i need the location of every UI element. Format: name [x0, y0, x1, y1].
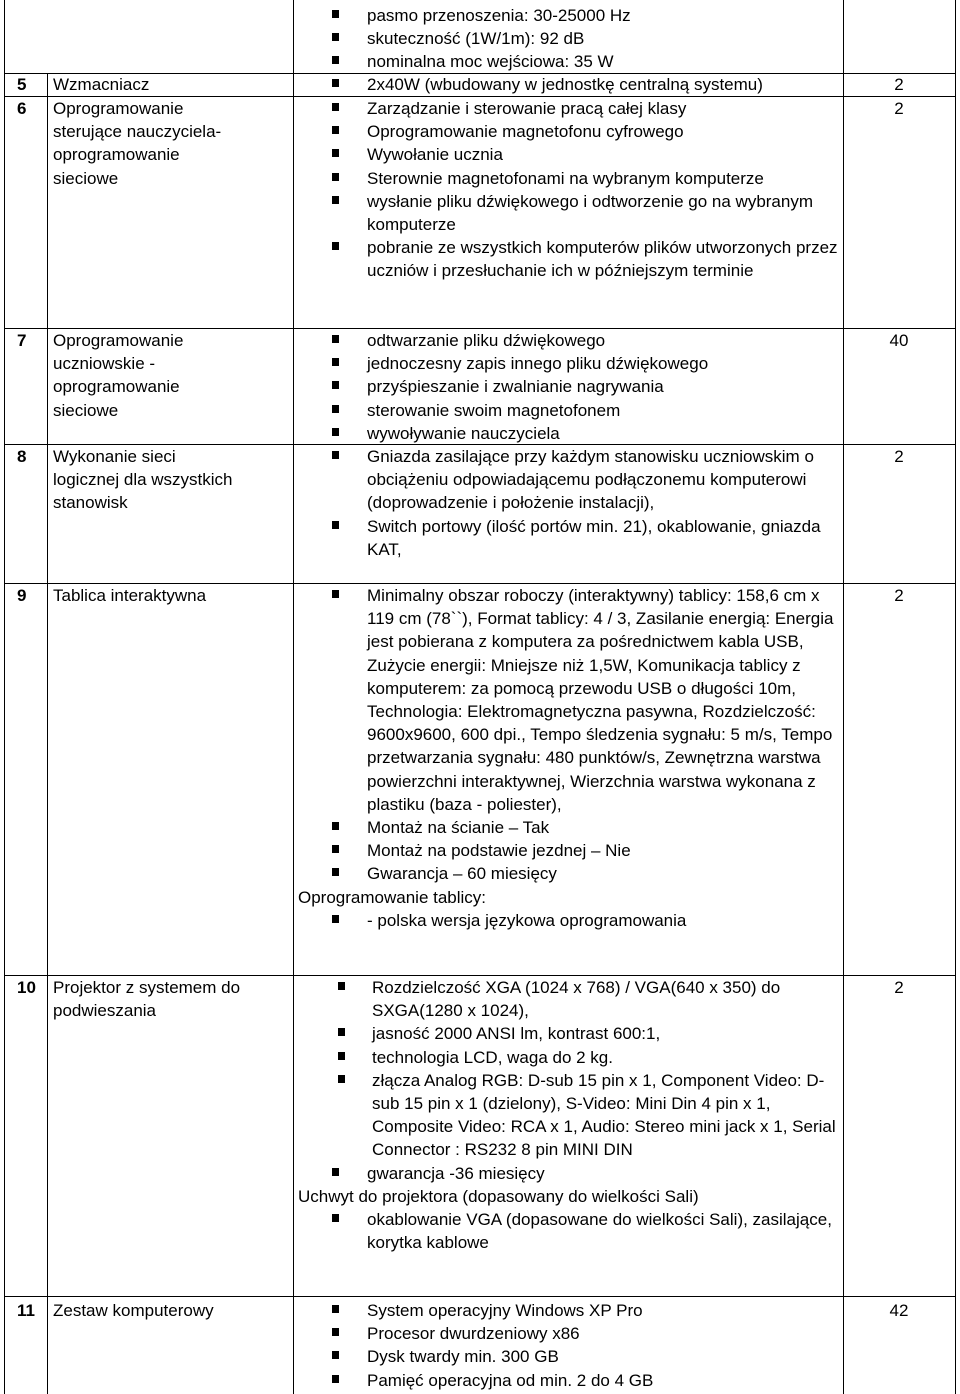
spec-item	[298, 399, 838, 422]
spec-item	[298, 422, 838, 445]
spec-item	[298, 329, 838, 352]
spec-text: odtwarzanie pliku dźwiękowego	[367, 331, 606, 350]
row-number: 8	[17, 447, 27, 466]
spec-text: przyśpieszanie i zwalnianie nagrywania	[367, 377, 664, 397]
row-specs	[298, 73, 838, 96]
row-number: 10	[17, 978, 36, 997]
row-item-name: Zestaw komputerowy	[53, 1301, 214, 1320]
spec-text: skuteczność (1W/1m): 92 dB	[367, 29, 585, 49]
bullet-square-icon	[332, 521, 339, 529]
spec-item	[298, 97, 838, 120]
spec-text: Dysk twardy min. 300 GB	[367, 1347, 559, 1367]
spec-item	[298, 909, 838, 932]
bullet-square-icon	[332, 242, 339, 250]
row-quantity: 2	[894, 99, 904, 118]
row-number: 6	[17, 99, 27, 118]
row-number: 5	[17, 75, 27, 94]
spec-item	[298, 816, 838, 839]
column-divider-name	[293, 0, 294, 1394]
spec-text: Montaż na podstawie jezdnej – Nie	[367, 841, 631, 861]
bullet-square-icon	[338, 1075, 345, 1083]
bullet-square-icon	[332, 173, 339, 181]
spec-text: Pamięć operacyjna od min. 2 do 4 GB	[367, 1370, 654, 1390]
bullet-square-icon	[338, 982, 345, 990]
bullet-square-icon	[332, 1214, 339, 1222]
bullet-square-icon	[332, 149, 339, 157]
spec-item	[298, 584, 838, 816]
spec-text: Zarządzanie i sterowanie pracą całej klasy	[367, 99, 687, 118]
spec-item	[298, 1208, 838, 1254]
spec-item	[298, 1069, 838, 1162]
row-specs	[298, 4, 838, 74]
bullet-square-icon	[332, 103, 339, 111]
table-border-right	[955, 0, 956, 1394]
spec-item	[298, 1345, 838, 1368]
bullet-square-icon	[332, 868, 339, 876]
spec-item	[298, 445, 838, 515]
bullet-square-icon	[332, 590, 339, 598]
row-number: 11	[17, 1301, 35, 1320]
bullet-square-icon	[332, 822, 339, 830]
bullet-square-icon	[332, 381, 339, 389]
spec-item	[298, 1322, 838, 1345]
spec-item	[298, 1162, 838, 1185]
bullet-square-icon	[332, 1168, 339, 1176]
row-item-name: Wykonanie sieci logicznej dla wszystkich stanowisk	[53, 447, 233, 513]
column-divider-number	[47, 73, 48, 1394]
row-quantity: 2	[894, 447, 904, 466]
row-specs	[298, 445, 838, 561]
bullet-square-icon	[332, 428, 339, 436]
spec-text: wywoływanie nauczyciela	[367, 423, 560, 443]
spec-text: Gwarancja – 60 miesięcy	[367, 864, 557, 884]
bullet-square-icon	[332, 126, 339, 134]
column-divider-quantity	[843, 0, 844, 1394]
spec-item	[298, 190, 838, 236]
spec-text: Minimalny obszar roboczy (interaktywny) tablicy: 158,6 cm x 119 cm (78``), Format tablicy: 4 / 3, Zasilanie energią: Energia jest pobierana z komputera za pośrednictwem kabla USB, Zużycie energii: Mniejsze niż 1,5W, Komunikacja tablicy z komputerem: za pomocą przewodu USB o długości 10m, Technologia: Elektromagnetyczna pasywna, Rozdzielczość: 9600x9600, 600 dpi., Tempo śledzenia sygnału: 5 m/s, Tempo przetwarzania sygnału: 480 punktów/s, Zewnętrzna warstwa powierzchni interaktywnej, Wierzchnia warstwa wykonana z plastiku (baza - poliester),	[367, 586, 834, 814]
row-number: 7	[17, 331, 27, 350]
row-specs	[298, 97, 838, 283]
table-border-left	[4, 0, 5, 1394]
spec-text: pasmo przenoszenia: 30-25000 Hz	[367, 6, 631, 25]
spec-text: jasność 2000 ANSI lm, kontrast 600:1,	[372, 1024, 661, 1044]
spec-text: nominalna moc wejściowa: 35 W	[367, 52, 614, 72]
spec-text: okablowanie VGA (dopasowane do wielkości Sali), zasilające, korytka kablowe	[367, 1210, 832, 1253]
spec-text: Oprogramowanie magnetofonu cyfrowego	[367, 122, 684, 142]
row-specs	[298, 584, 838, 932]
spec-text: Uchwyt do projektora (dopasowany do wielkości Sali)	[298, 1186, 699, 1206]
spec-text: Procesor dwurdzeniowy x86	[367, 1324, 580, 1344]
spec-text: sterowanie swoim magnetofonem	[367, 400, 621, 420]
spec-item	[298, 143, 838, 166]
bullet-square-icon	[332, 1351, 339, 1359]
spec-text: jednoczesny zapis innego pliku dźwiękowego	[367, 354, 709, 374]
bullet-square-icon	[332, 451, 339, 459]
spec-text: złącza Analog RGB: D-sub 15 pin x 1, Component Video: D-sub 15 pin x 1 (dzielony), S-Video: Mini Din 4 pin x 1, Composite Video: RCA x 1, Audio: Stereo mini jack x 1, Serial Connector : RS232 8 pin MINI DIN	[372, 1070, 836, 1160]
spec-text: Gniazda zasilające przy każdym stanowisku uczniowskim o obciążeniu odpowiadającemu podłączonemu komputerowi (doprowadzenie i położenie instalacji),	[367, 447, 814, 513]
row-quantity: 42	[889, 1301, 909, 1320]
spec-item	[298, 73, 838, 96]
spec-item	[298, 515, 838, 561]
spec-text: System operacyjny Windows XP Pro	[367, 1301, 643, 1320]
row-quantity: 2	[894, 586, 904, 605]
row-item-name: Oprogramowanie sterujące nauczyciela- oprogramowanie sieciowe	[53, 99, 222, 188]
spec-text: gwarancja -36 miesięcy	[367, 1163, 545, 1183]
bullet-square-icon	[332, 335, 339, 343]
row-item-name: Projektor z systemem do podwieszania	[53, 978, 241, 1021]
spec-text: 2x40W (wbudowany w jednostkę centralną systemu)	[367, 75, 763, 94]
spec-text: technologia LCD, waga do 2 kg.	[372, 1047, 613, 1067]
row-quantity: 2	[894, 978, 904, 997]
row-quantity: 40	[889, 331, 909, 350]
row-number: 9	[17, 586, 27, 605]
spec-item	[298, 50, 838, 73]
spec-item	[298, 4, 838, 27]
bullet-square-icon	[332, 196, 339, 204]
spec-item	[298, 1046, 838, 1069]
spec-item	[298, 1369, 838, 1392]
bullet-square-icon	[332, 79, 339, 87]
spec-item	[298, 27, 838, 50]
spec-text: Sterownie magnetofonami na wybranym komputerze	[367, 168, 764, 188]
spec-item	[298, 839, 838, 862]
row-specs	[298, 329, 838, 445]
bullet-square-icon	[332, 915, 339, 923]
bullet-square-icon	[332, 33, 339, 41]
spec-text: Wywołanie ucznia	[367, 145, 503, 165]
spec-text: wysłanie pliku dźwiękowego i odtworzenie go na wybranym komputerze	[367, 191, 814, 235]
spec-item	[298, 1022, 838, 1045]
spec-text: pobranie ze wszystkich komputerów plików utworzonych przez uczniów i przesłuchanie ich w późniejszym terminie	[367, 238, 838, 281]
spec-item	[298, 862, 838, 885]
row-divider	[4, 1296, 956, 1297]
bullet-square-icon	[338, 1028, 345, 1036]
bullet-square-icon	[332, 358, 339, 366]
spec-heading	[298, 1185, 838, 1208]
spec-text: - polska wersja językowa oprogramowania	[367, 910, 687, 930]
bullet-square-icon	[332, 1375, 339, 1383]
spec-item	[298, 120, 838, 143]
row-item-name: Tablica interaktywna	[53, 586, 207, 605]
row-quantity: 2	[894, 75, 904, 94]
spec-item	[298, 1299, 838, 1322]
spec-item	[298, 352, 838, 375]
bullet-square-icon	[332, 845, 339, 853]
spec-item	[298, 976, 838, 1022]
spec-item	[298, 375, 838, 398]
bullet-square-icon	[338, 1052, 345, 1060]
spec-text: Oprogramowanie tablicy:	[298, 887, 487, 907]
spec-item	[298, 236, 838, 282]
spec-text: Montaż na ścianie – Tak	[367, 818, 550, 838]
spec-item	[298, 167, 838, 190]
bullet-square-icon	[332, 1305, 339, 1313]
bullet-square-icon	[332, 56, 339, 64]
bullet-square-icon	[332, 1328, 339, 1336]
row-specs	[298, 976, 838, 1254]
bullet-square-icon	[332, 10, 339, 18]
row-specs	[298, 1299, 838, 1392]
bullet-square-icon	[332, 405, 339, 413]
spec-heading	[298, 886, 838, 909]
spec-text: Switch portowy (ilość portów min. 21), okablowanie, gniazda KAT,	[367, 516, 821, 559]
row-item-name: Wzmacniacz	[53, 75, 150, 94]
spec-text: Rozdzielczość XGA (1024 x 768) / VGA(640 x 350) do SXGA(1280 x 1024),	[372, 978, 781, 1021]
row-item-name: Oprogramowanie uczniowskie - oprogramowanie sieciowe	[53, 331, 184, 420]
